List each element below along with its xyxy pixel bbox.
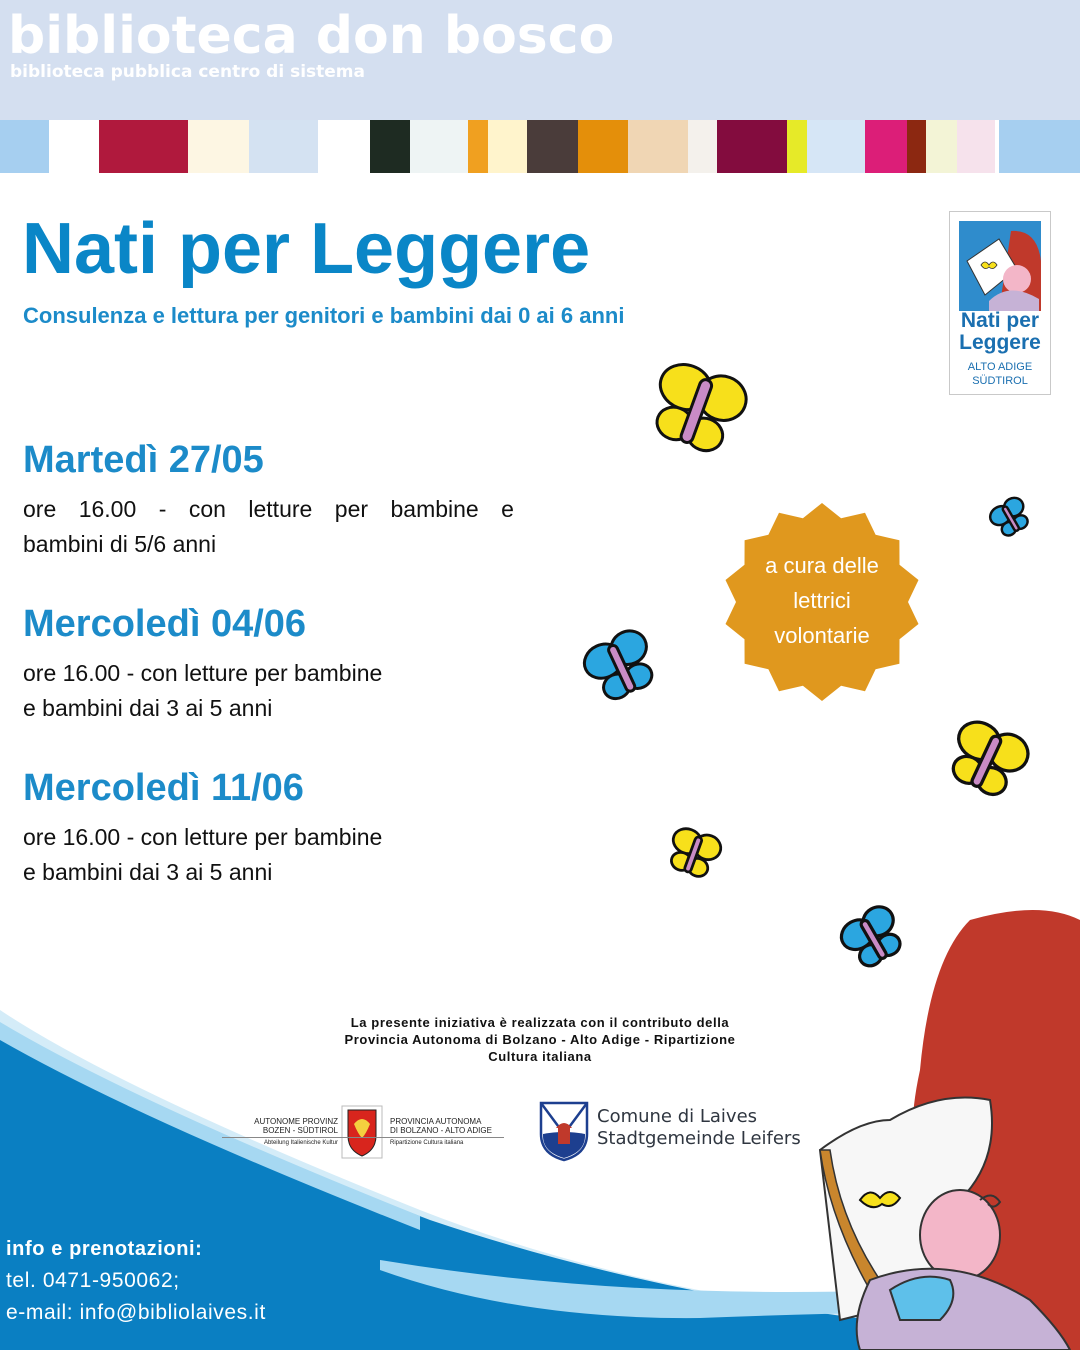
stripe-swatch xyxy=(926,120,957,173)
contact-email[interactable]: e-mail: info@bibliolaives.it xyxy=(6,1301,266,1324)
logo-region-line2: SÜDTIROL xyxy=(972,375,1028,387)
stripe-swatch xyxy=(957,120,995,173)
event-1-word: bambine xyxy=(390,496,479,522)
stripe-swatch xyxy=(578,120,629,173)
stripe-swatch xyxy=(249,120,318,173)
badge-text xyxy=(722,548,922,653)
stripe-swatch xyxy=(907,120,927,173)
event-1-word: con xyxy=(188,496,226,522)
province-dept-it: Ripartizione Cultura italiana xyxy=(390,1140,464,1146)
library-tagline: biblioteca pubblica centro di sistema xyxy=(10,62,365,82)
stripe-swatch xyxy=(717,120,787,173)
badge-line1: a cura delle xyxy=(765,553,879,578)
stripe-swatch xyxy=(688,120,717,173)
province-de-line2: BOZEN - SÜDTIROL xyxy=(262,1126,338,1135)
butterfly-blue-icon xyxy=(580,628,664,710)
province-de-line1: AUTONOME PROVINZ xyxy=(254,1117,338,1126)
stripe-swatch xyxy=(865,120,907,173)
event-1-line1 xyxy=(23,492,514,526)
logo-title xyxy=(950,310,1050,354)
event-2-line2: e bambini dai 3 ai 5 anni xyxy=(23,695,273,721)
credits-text xyxy=(290,1014,790,1065)
event-3-line2: e bambini dai 3 ai 5 anni xyxy=(23,859,273,885)
stripe-swatch xyxy=(318,120,370,173)
contact-phone[interactable]: tel. 0471-950062; xyxy=(6,1269,180,1292)
butterfly-blue-small-icon xyxy=(988,496,1034,542)
stripe-swatch xyxy=(807,120,865,173)
color-stripe xyxy=(0,120,1080,173)
badge-line2: lettrici xyxy=(793,588,851,613)
library-name: biblioteca don bosco xyxy=(8,6,615,66)
logo-region-line1: ALTO ADIGE xyxy=(967,361,1033,373)
credits-line1: La presente iniziativa è realizzata con il contributo della xyxy=(350,1015,730,1030)
event-1-word: ore xyxy=(23,496,57,522)
library-header xyxy=(0,0,1080,120)
province-it-line2: DI BOLZANO - ALTO ADIGE xyxy=(390,1126,492,1135)
event-1-word: per xyxy=(334,496,369,522)
stripe-swatch xyxy=(370,120,410,173)
logo-region xyxy=(950,360,1050,388)
stripe-swatch xyxy=(99,120,188,173)
stripe-swatch xyxy=(628,120,688,173)
butterfly-yellow-icon xyxy=(640,360,752,464)
stripe-swatch xyxy=(468,120,488,173)
child-reading-illustration xyxy=(800,900,1080,1350)
butterfly-yellow-small-icon xyxy=(662,824,724,886)
event-1-word: - xyxy=(158,496,167,522)
reading-illustration-icon xyxy=(959,221,1041,311)
event-1-word: letture xyxy=(248,496,313,522)
comune-laives-crest-icon xyxy=(538,1100,590,1162)
comune-name-de: Stadtgemeinde Leifers xyxy=(597,1128,801,1149)
province-it-line1: PROVINCIA AUTONOMA xyxy=(390,1117,482,1126)
contact-heading: info e prenotazioni: xyxy=(6,1238,203,1260)
province-dept-de: Abteilung Italienische Kultur xyxy=(263,1140,338,1146)
stripe-swatch xyxy=(787,120,807,173)
event-1-date: Martedì 27/05 xyxy=(23,439,264,481)
event-3-date: Mercoledì 11/06 xyxy=(23,767,304,809)
stripe-swatch xyxy=(527,120,578,173)
badge-line3: volontarie xyxy=(774,623,870,648)
nati-per-leggere-logo xyxy=(949,211,1051,395)
logo-title-line2: Leggere xyxy=(959,331,1041,354)
event-3-line1: ore 16.00 - con letture per bambine xyxy=(23,824,383,850)
event-2-date: Mercoledì 04/06 xyxy=(23,603,307,645)
stripe-swatch xyxy=(488,120,528,173)
credits-line3: Cultura italiana xyxy=(488,1049,592,1064)
event-1-word: 16.00 xyxy=(78,496,137,522)
stripe-swatch xyxy=(49,120,100,173)
stripe-swatch xyxy=(188,120,249,173)
event-1-word: e xyxy=(501,496,514,522)
logo-title-line1: Nati per xyxy=(960,309,1040,332)
event-1-line2: bambini di 5/6 anni xyxy=(23,531,217,557)
butterfly-yellow-right-icon xyxy=(940,718,1032,806)
credits-line2: Provincia Autonoma di Bolzano - Alto Adige - Ripartizione xyxy=(344,1032,736,1047)
province-logo-divider xyxy=(222,1137,504,1138)
event-2-line1: ore 16.00 - con letture per bambine xyxy=(23,660,383,686)
province-name-de xyxy=(226,1117,338,1135)
stripe-swatch xyxy=(0,120,49,173)
comune-name-it: Comune di Laives xyxy=(597,1106,758,1127)
stripe-swatch xyxy=(999,120,1080,173)
page-title: Nati per Leggere xyxy=(22,209,591,289)
stripe-swatch xyxy=(410,120,468,173)
province-name-it xyxy=(390,1117,510,1135)
page-subtitle: Consulenza e lettura per genitori e bambini dai 0 ai 6 anni xyxy=(23,303,625,328)
